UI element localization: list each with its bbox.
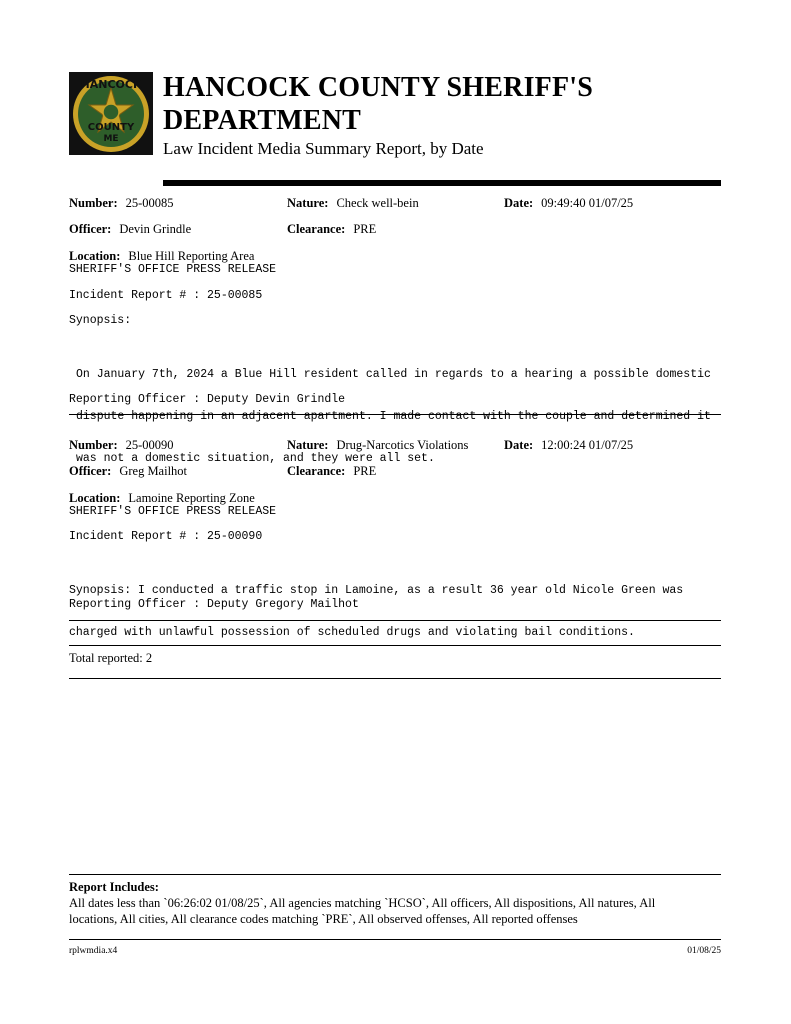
footer-bottom-rule — [69, 939, 721, 940]
report-includes-text — [69, 895, 655, 927]
incident-number: Number: 25-00085 — [69, 196, 174, 210]
badge-state-text: ME — [103, 134, 119, 144]
header-thick-rule — [163, 180, 721, 186]
reporting-officer: Reporting Officer : Deputy Devin Grindle — [69, 393, 346, 406]
incident-nature: Nature: Drug-Narcotics Violations — [287, 438, 469, 452]
incident-location: Location: Blue Hill Reporting Area — [69, 249, 255, 263]
synopsis-line: dispute happening in an adjacent apartment. I made contact with the couple and determined it — [76, 410, 711, 423]
badge-top-text: HANCOCK — [80, 78, 142, 91]
incident-location: Location: Lamoine Reporting Zone — [69, 491, 255, 505]
incident-report-number: Incident Report # : 25-00085 — [69, 289, 263, 302]
press-release-heading: SHERIFF'S OFFICE PRESS RELEASE — [69, 505, 277, 518]
agency-title — [163, 71, 593, 137]
print-date: 01/08/25 — [687, 946, 721, 956]
synopsis-line: was not a domestic situation, and they were all set. — [76, 452, 435, 465]
synopsis-text — [69, 556, 683, 668]
report-includes-heading: Report Includes: — [69, 880, 159, 894]
synopsis-line: charged with unlawful possession of scheduled drugs and violating bail conditions. — [69, 626, 635, 639]
incident-clearance: Clearance: PRE — [287, 222, 377, 236]
incident-clearance: Clearance: PRE — [287, 464, 377, 478]
agency-title-line2: DEPARTMENT — [163, 105, 362, 136]
incident-officer: Officer: Devin Grindle — [69, 222, 192, 236]
report-subtitle: Law Incident Media Summary Report, by Date — [163, 139, 484, 158]
incident-nature: Nature: Check well-bein — [287, 196, 419, 210]
incident-number: Number: 25-00090 — [69, 438, 174, 452]
reporting-officer: Reporting Officer : Deputy Gregory Mailhot — [69, 598, 359, 611]
badge-bottom-text: COUNTY — [87, 122, 135, 133]
synopsis-line: On January 7th, 2024 a Blue Hill resident called in regards to a hearing a possible domestic — [76, 368, 711, 381]
press-release-heading: SHERIFF'S OFFICE PRESS RELEASE — [69, 263, 277, 276]
incident-date: Date: 12:00:24 01/07/25 — [504, 438, 634, 452]
summary-top-rule — [69, 645, 721, 646]
record-divider — [69, 414, 721, 415]
synopsis-line: Synopsis: I conducted a traffic stop in Lamoine, as a result 36 year old Nicole Green was — [69, 584, 684, 597]
footer-top-rule — [69, 874, 721, 875]
sheriff-badge-logo — [69, 72, 153, 155]
synopsis-label: Synopsis: — [69, 314, 132, 327]
total-reported: Total reported: 2 — [69, 651, 153, 665]
program-name: rplwmdia.x4 — [69, 946, 118, 956]
summary-bottom-rule — [69, 678, 721, 679]
agency-title-line1: HANCOCK COUNTY SHERIFF'S — [163, 72, 594, 103]
report-includes-line: All dates less than `06:26:02 01/08/25`, All agencies matching `HCSO`, All officers, All dispositions, All natures, All — [69, 896, 656, 910]
incident-report-number: Incident Report # : 25-00090 — [69, 530, 263, 543]
report-includes-line: locations, All cities, All clearance codes matching `PRE`, All observed offenses, All reported offenses — [69, 912, 578, 926]
incident-date: Date: 09:49:40 01/07/25 — [504, 196, 634, 210]
incident-officer: Officer: Greg Mailhot — [69, 464, 188, 478]
record-divider — [69, 620, 721, 621]
